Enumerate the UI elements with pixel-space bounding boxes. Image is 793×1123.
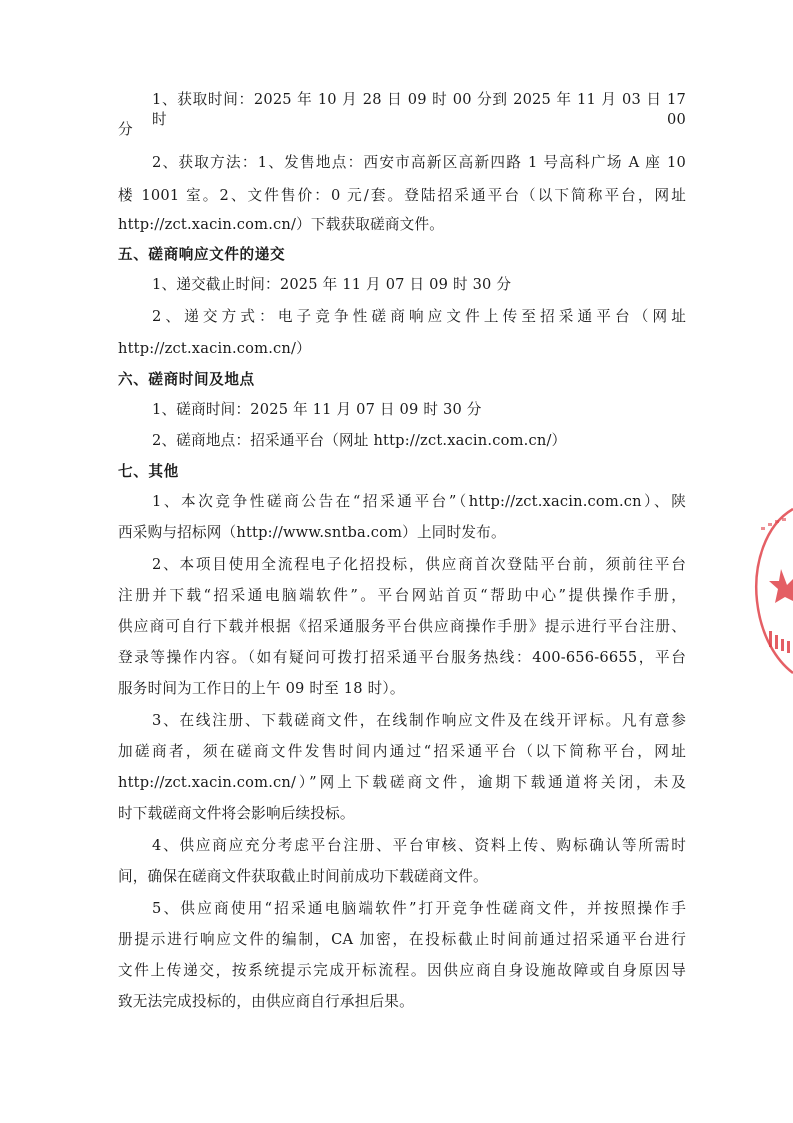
submission-deadline: 1、递交截止时间：2025 年 11 月 07 日 09 时 30 分: [152, 276, 512, 293]
acquire-method-line2: 楼 1001 室。2、文件售价：0 元/套。登陆招采通平台（以下简称平台，网址: [118, 187, 686, 204]
consultation-time: 1、磋商时间：2025 年 11 月 07 日 09 时 30 分: [152, 401, 482, 418]
other-item2-line3: 供应商可自行下载并根据《招采通服务平台供应商操作手册》提示进行平台注册、: [118, 618, 686, 635]
other-item2-line1: 2、本项目使用全流程电子化招投标，供应商首次登陆平台前，须前往平台: [152, 556, 686, 573]
acquire-method-line3: http://zct.xacin.com.cn/）下载获取磋商文件。: [118, 216, 445, 233]
submission-method-line1: 2、递交方式：电子竞争性磋商响应文件上传至招采通平台（网址: [152, 308, 686, 325]
acquire-time-line1: 1、获取时间：2025 年 10 月 28 日 09 时 00 分到 2025 年 11 月 03 日 17 时 00: [152, 91, 686, 128]
section-heading-other: 七、其他: [118, 463, 179, 480]
other-item4-line2: 间，确保在磋商文件获取截止时间前成功下载磋商文件。: [118, 868, 488, 885]
other-item2-line2: 注册并下载“招采通电脑端软件”。平台网站首页“帮助中心”提供操作手册，: [118, 587, 686, 604]
consultation-place: 2、磋商地点：招采通平台（网址 http://zct.xacin.com.cn/）: [152, 432, 567, 449]
other-item3-line3: http://zct.xacin.com.cn/）”网上下载磋商文件，逾期下载通道将关闭，未及: [118, 774, 686, 791]
other-item4-line1: 4、供应商应充分考虑平台注册、平台审核、资料上传、购标确认等所需时: [152, 837, 686, 854]
other-item1-line1: 1、本次竞争性磋商公告在“招采通平台”（http://zct.xacin.com.cn）、陕: [152, 493, 686, 510]
other-item5-line3: 文件上传递交，按系统提示完成开标流程。因供应商自身设施故障或自身原因导: [118, 962, 686, 979]
other-item1-line2: 西采购与招标网（http://www.sntba.com）上同时发布。: [118, 524, 506, 541]
other-item2-line5: 服务时间为工作日的上午 09 时至 18 时）。: [118, 680, 405, 697]
acquire-time-line2: 分: [118, 121, 133, 138]
other-item5-line1: 5、供应商使用“招采通电脑端软件”打开竞争性磋商文件，并按照操作手: [152, 900, 686, 917]
acquire-method-line1: 2、获取方法：1、发售地点：西安市高新区高新四路 1 号高科广场 A 座 10: [152, 154, 686, 171]
red-seal-partial-icon: [751, 505, 793, 675]
other-item5-line2: 册提示进行响应文件的编制，CA 加密，在投标截止时间前通过招采通平台进行: [118, 931, 686, 948]
submission-method-line2: http://zct.xacin.com.cn/）: [118, 340, 311, 357]
other-item3-line1: 3、在线注册、下载磋商文件，在线制作响应文件及在线开评标。凡有意参: [152, 712, 686, 729]
other-item5-line4: 致无法完成投标的，由供应商自行承担后果。: [118, 993, 414, 1010]
other-item3-line2: 加磋商者，须在磋商文件发售时间内通过“招采通平台（以下简称平台，网址: [118, 743, 686, 760]
other-item3-line4: 时下载磋商文件将会影响后续投标。: [118, 805, 355, 822]
other-item2-line4: 登录等操作内容。（如有疑问可拨打招采通平台服务热线：400-656-6655，平台: [118, 649, 686, 666]
section-heading-consultation: 六、磋商时间及地点: [118, 371, 255, 388]
section-heading-submission: 五、磋商响应文件的递交: [118, 246, 286, 263]
